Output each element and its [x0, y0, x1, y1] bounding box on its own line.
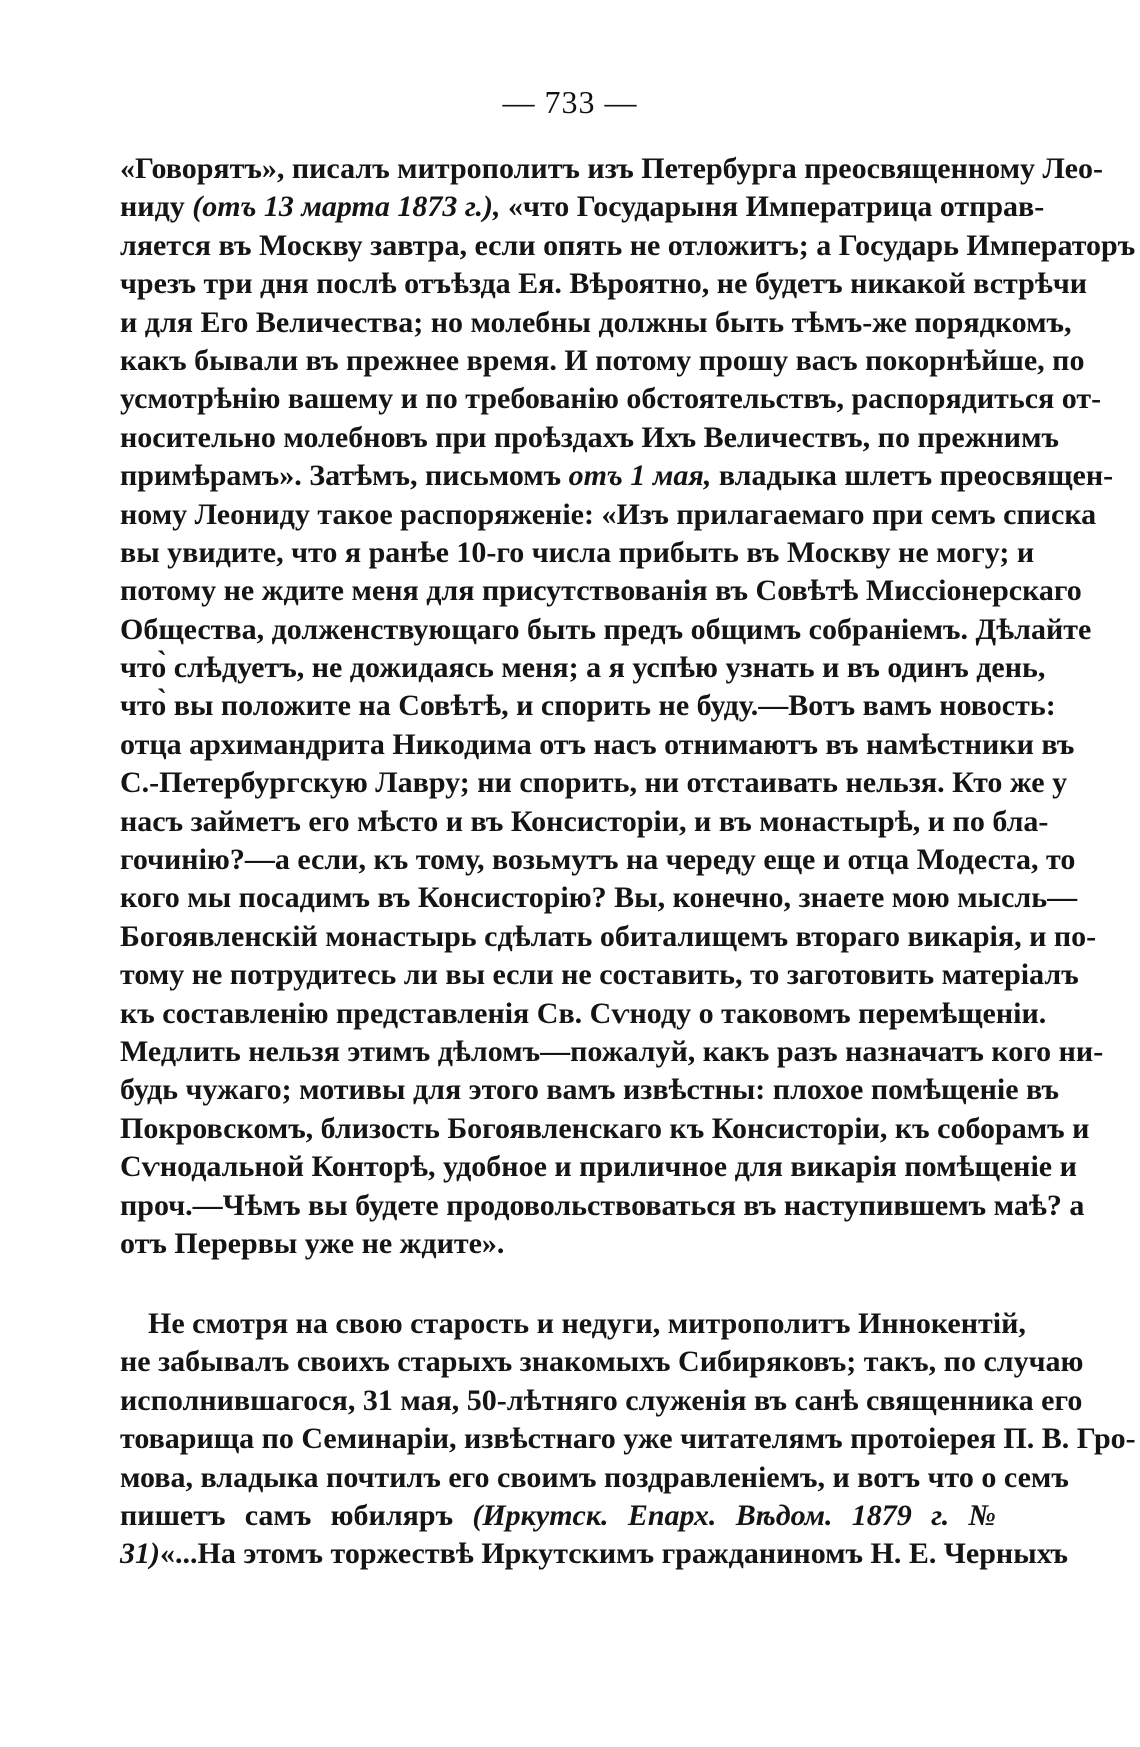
text-line: проч.—Чѣмъ вы будете продовольствоваться въ наступившемъ маѣ? а: [120, 1188, 1085, 1222]
source-citation: 31): [120, 1537, 160, 1571]
text-line: ниду (отъ 13 марта 1873 г.), «что Государыня Императрица отправ-: [120, 190, 1045, 224]
text-line: Медлить нельзя этимъ дѣломъ—пожалуй, какъ разъ назначатъ кого ни-: [120, 1034, 1104, 1068]
text-line: исполнившагося, 31 мая, 50-лѣтняго служенія въ санѣ священника его: [120, 1383, 1083, 1417]
text-line: товарища по Семинаріи, извѣстнаго уже читателямъ протоіерея П. В. Гро-: [120, 1422, 1136, 1456]
text-line: усмотрѣнію вашему и по требованію обстоятельствъ, распорядиться от-: [120, 382, 1102, 416]
text-line: отца архимандрита Никодима отъ насъ отнимаютъ въ намѣстники въ: [120, 727, 1075, 761]
text-line: что̀ слѣдуетъ, не дожидаясь меня; а я успѣю узнать и въ одинъ день,: [120, 651, 1046, 685]
date-citation: отъ 1 мая,: [568, 459, 712, 493]
text-line: «Говорятъ», писалъ митрополитъ изъ Петербурга преосвященному Лео-: [120, 152, 1103, 185]
text-line: чрезъ три дня послѣ отъѣзда Ея. Вѣроятно, не будетъ никакой встрѣчи: [120, 267, 1088, 301]
text-line: какъ бывали въ прежнее время. И потому прошу васъ покорнѣйше, по: [120, 343, 1085, 377]
text-line: мова, владыка почтилъ его своимъ поздравленіемъ, и вотъ что о семъ: [120, 1460, 1069, 1494]
text-line: примѣрамъ». Затѣмъ, письмомъ отъ 1 мая, владыка шлетъ преосвящен-: [120, 459, 1114, 493]
text-line: и для Его Величества; но молебны должны быть тѣмъ-же порядкомъ,: [120, 305, 1072, 339]
text-line: гочинію?—а если, къ тому, возьмутъ на череду еще и отца Модеста, то: [120, 843, 1076, 877]
text-line: будь чужаго; мотивы для этого вамъ извѣстны: плохое помѣщеніе въ: [120, 1073, 1059, 1107]
text-line: отъ Перервы уже не ждите».: [120, 1226, 505, 1260]
text-line: Сѵнодальной Конторѣ, удобное и приличное для викарія помѣщеніе и: [120, 1150, 1077, 1184]
source-citation: (Иркутск. Епарх. Вѣдом. 1879 г. №: [472, 1498, 996, 1532]
text-line: Не смотря на свою старость и недуги, митрополитъ Иннокентій,: [148, 1307, 1026, 1340]
text-line: Покровскомъ, близость Богоявленскаго къ Консисторіи, къ соборамъ и: [120, 1111, 1090, 1145]
paragraph-letter-quote: [120, 150, 1136, 1263]
paragraph-jubilee: [120, 1305, 1136, 1574]
text-line: тому не потрудитесь ли вы если не составить, то заготовить матеріалъ: [120, 958, 1079, 992]
date-citation: (отъ 13 марта 1873 г.),: [192, 190, 501, 224]
text-line: ному Леониду такое распоряженіе: «Изъ прилагаемаго при семъ списка: [120, 497, 1097, 531]
page-number: — 733 —: [502, 84, 638, 120]
text-line: ляется въ Москву завтра, если опять не отложитъ; а Государь Императоръ: [120, 228, 1136, 262]
text-line: пишетъ самъ юбиляръ (Иркутск. Епарх. Вѣдом. 1879 г. №: [120, 1498, 996, 1532]
text-line: 31)«...На этомъ торжествѣ Иркутскимъ гражданиномъ Н. Е. Черныхъ: [120, 1537, 1068, 1571]
text-line: носительно молебновъ при проѣздахъ Ихъ Величествъ, по прежнимъ: [120, 420, 1059, 454]
text-line: насъ займетъ его мѣсто и въ Консисторіи, и въ монастырѣ, и по бла-: [120, 804, 1049, 838]
text-line: не забывалъ своихъ старыхъ знакомыхъ Сибиряковъ; такъ, по случаю: [120, 1345, 1084, 1379]
text-line: вы увидите, что я ранѣе 10-го числа прибыть въ Москву не могу; и: [120, 535, 1035, 569]
text-line: Общества, долженствующаго быть предъ общимъ собраніемъ. Дѣлайте: [120, 612, 1092, 646]
text-line: С.-Петербургскую Лавру; ни спорить, ни отстаивать нельзя. Кто же у: [120, 766, 1068, 800]
text-line: что̀ вы положите на Совѣтѣ, и спорить не буду.—Вотъ вамъ новость:: [120, 689, 1056, 723]
text-line: Богоявленскій монастырь сдѣлать обиталищемъ втораго викарія, и по-: [120, 919, 1097, 953]
text-line: потому не ждите меня для присутствованія въ Совѣтѣ Миссіонерскаго: [120, 574, 1082, 608]
text-line: къ составленію представленія Св. Сѵноду о таковомъ перемѣщеніи.: [120, 996, 1047, 1030]
text-line: кого мы посадимъ въ Консисторію? Вы, конечно, знаете мою мысль—: [120, 881, 1078, 915]
